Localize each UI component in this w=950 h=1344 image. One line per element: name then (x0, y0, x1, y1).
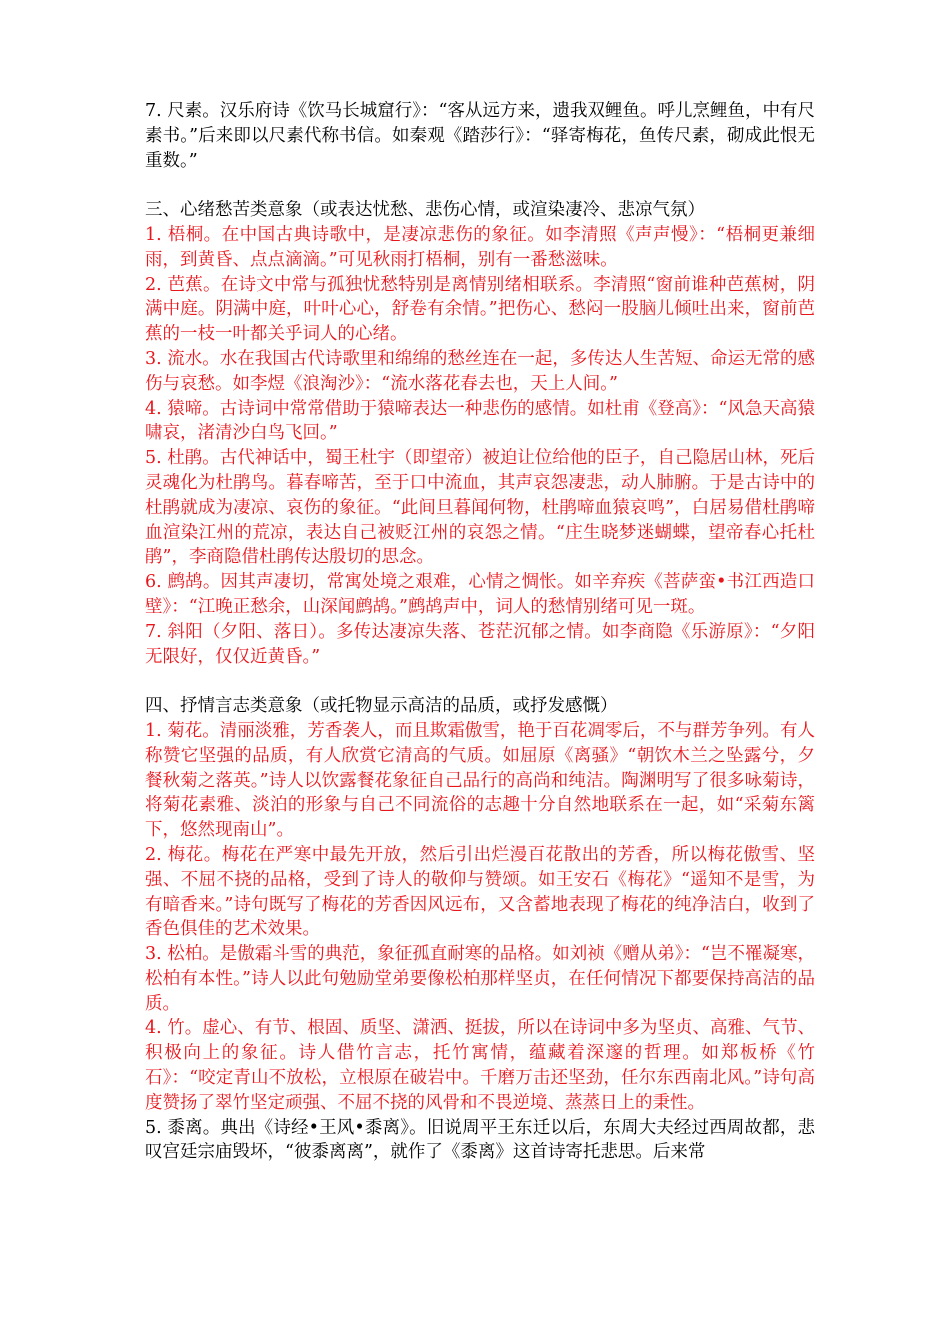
section-4-heading: 四、抒情言志类意象（或托物显示高洁的品质，或抒发感慨） (145, 696, 618, 717)
section-4-item-zhu: 4. 竹。虚心、有节、根固、质坚、潇洒、挺拔，所以在诗词中多为坚贞、高雅、气节、积极向上的象征。诗人借竹言志，托竹寓情，蕴藏着深邃的哲理。如郑板桥《竹石》：“咬定青山不放松，立根原在破岩中。千磨万击还坚劲，任尔东西南北风。”诗句高度赞扬了翠竹坚定顽强、不屈不挠的风骨和不畏逆境、蒸蒸日上的秉性。 (145, 1018, 815, 1113)
paragraph-item-7-chisu: 7. 尺素。汉乐府诗《饮马长城窟行》：“客从远方来，遗我双鲤鱼。呼儿烹鲤鱼，中有尺素书。”后来即以尺素代称书信。如秦观《踏莎行》：“驿寄梅花，鱼传尺素，砌成此恨无重数。” (145, 101, 815, 171)
section-4-item-meihua: 2. 梅花。梅花在严寒中最先开放，然后引出烂漫百花散出的芳香，所以梅花傲雪、坚强、不屈不挠的品格，受到了诗人的敬仰与赞颂。如王安石《梅花》“遥知不是雪，为有暗香来。”诗句既写了梅花的芳香因风远布，又含蓄地表现了梅花的纯净洁白，收到了香色俱佳的艺术效果。 (145, 844, 815, 940)
section-3-item-zhegu: 6. 鹧鸪。因其声凄切，常寓处境之艰难，心情之惆怅。如辛弃疾《菩萨蛮•书江西造口壁》：“江晚正愁余，山深闻鹧鸪。”鹧鸪声中，词人的愁情别绪可见一斑。 (145, 572, 815, 617)
document-page (145, 99, 815, 1165)
section-3-heading: 三、心绪愁苦类意象（或表达忧愁、悲伤心情，或渲染凄冷、悲凉气氛） (145, 200, 705, 221)
blank-line (145, 669, 815, 694)
section-3-item-wutong: 1. 梧桐。在中国古典诗歌中，是凄凉悲伤的象征。如李清照《声声慢》：“梧桐更兼细雨，到黄昏、点点滴滴。”可见秋雨打梧桐，别有一番愁滋味。 (145, 224, 815, 270)
section-3-item-xieyang: 7. 斜阳（夕阳、落日）。多传达凄凉失落、苍茫沉郁之情。如李商隐《乐游原》：“夕阳无限好，仅仅近黄昏。” (145, 621, 815, 667)
section-3-item-yuanti: 4. 猿啼。古诗词中常常借助于猿啼表达一种悲伤的感情。如杜甫《登高》：“风急天高猿啸哀，渚清沙白鸟飞回。” (145, 398, 815, 444)
section-3-item-liushui: 3. 流水。水在我国古代诗歌里和绵绵的愁丝连在一起，多传达人生苦短、命运无常的感伤与哀愁。如李煜《浪淘沙》：“流水落花春去也，天上人间。” (145, 348, 815, 394)
section-4-item-songbai: 3. 松柏。是傲霜斗雪的典范，象征孤直耐寒的品格。如刘祯《赠从弟》：“岂不罹凝寒，松柏有本性。”诗人以此句勉励堂弟要像松柏那样坚贞，在任何情况下都要保持高洁的品质。 (145, 944, 815, 1014)
section-4-item-juhua: 1. 菊花。清丽淡雅，芳香袭人，而且欺霜傲雪，艳于百花凋零后，不与群芳争列。有人称赞它坚强的品质，有人欣赏它清高的气质。如屈原《离骚》“朝饮木兰之坠露兮，夕餐秋菊之落英。”诗人以饮露餐花象征自己品行的高尚和纯洁。陶渊明写了很多咏菊诗，将菊花素雅、淡泊的形象与自己不同流俗的志趣十分自然地联系在一起，如“采菊东篱下，悠然现南山”。 (145, 720, 815, 841)
blank-line (145, 173, 815, 198)
section-3-item-dujuan: 5. 杜鹃。古代神话中，蜀王杜宇（即望帝）被迫让位给他的臣子，自己隐居山林，死后灵魂化为杜鹃鸟。暮春啼苦，至于口中流血，其声哀怨凄悲，动人肺腑。于是古诗中的杜鹃就成为凄凉、哀伤的象征。“此间旦暮闻何物，杜鹃啼血猿哀鸣”，白居易借杜鹃啼血渲染江州的荒凉，表达自己被贬江州的哀怨之情。“庄生晓梦迷蝴蝶，望帝春心托杜鹃”，李商隐借杜鹃传达殷切的思念。 (145, 448, 815, 568)
section-4-item-shuli: 5. 黍离。典出《诗经•王风•黍离》。旧说周平王东迁以后，东周大夫经过西周故都，悲叹宫廷宗庙毁坏，“彼黍离离”，就作了《黍离》这首诗寄托悲思。后来常 (145, 1117, 815, 1163)
section-3-item-bajiao: 2. 芭蕉。在诗文中常与孤独忧愁特别是离情别绪相联系。李清照“窗前谁种芭蕉树，阴满中庭。阴满中庭，叶叶心心，舒卷有余情。”把伤心、愁闷一股脑儿倾吐出来，窗前芭蕉的一枝一叶都关乎词人的心绪。 (145, 274, 815, 345)
